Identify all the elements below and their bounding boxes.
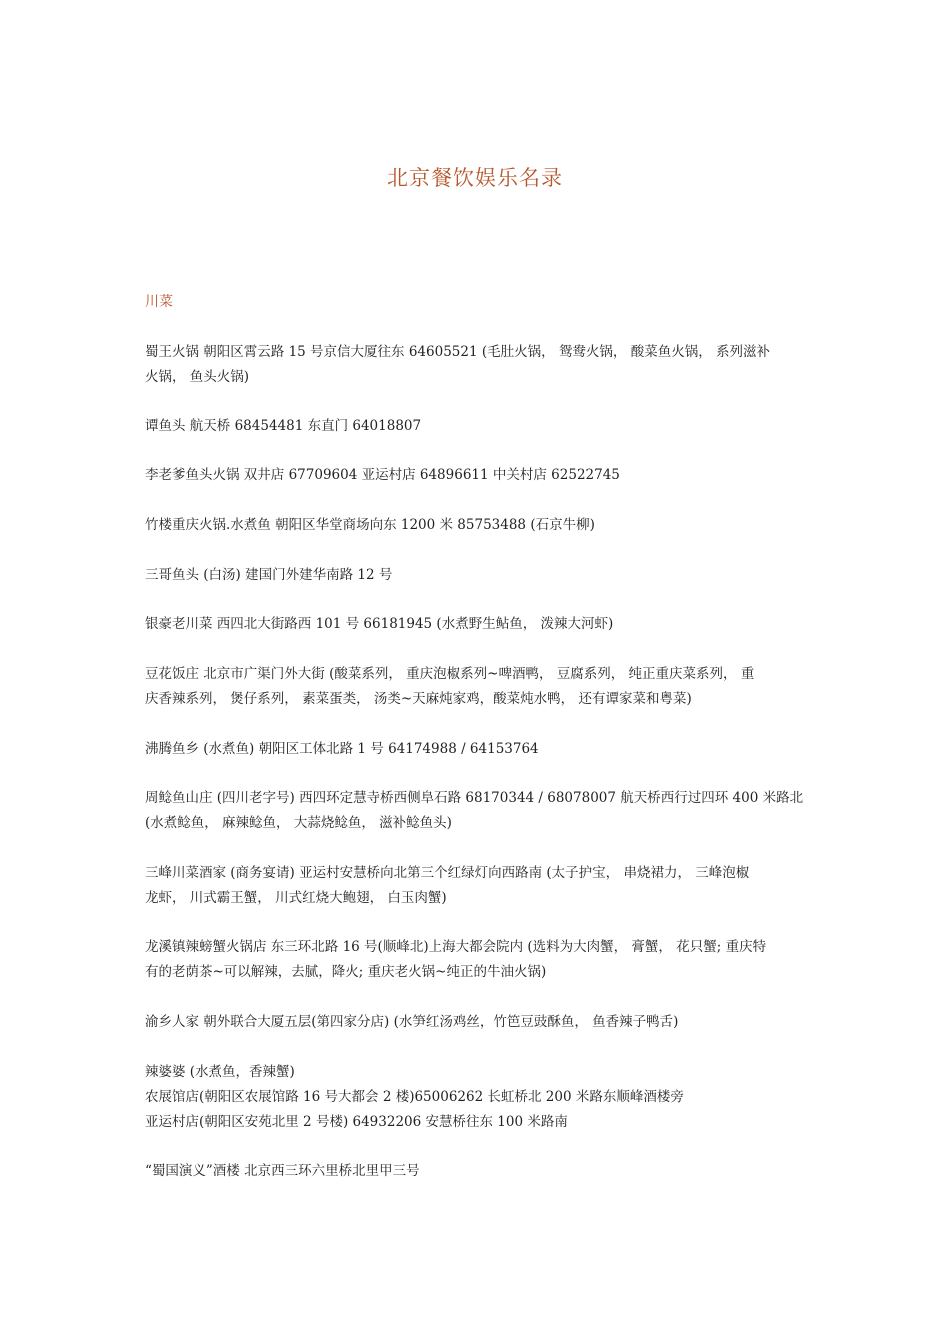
entry-line: 农展馆店(朝阳区农展馆路 16 号大都会 2 楼)65006262 长虹桥北 200 米路东顺峰酒楼旁 [145, 1089, 684, 1105]
section-heading-sichuan: 川菜 [145, 294, 173, 310]
entry-yinhao-sichuan [145, 612, 807, 637]
entry-line: 豆花饭庄 北京市广渠门外大街 (酸菜系列， 重庆泡椒系列~啤酒鸭， 豆腐系列， 纯正重庆菜系列， 重 [145, 666, 755, 682]
entry-line: 周鲶鱼山庄 (四川老字号) 西四环定慧寺桥西侧阜石路 68170344 / 68078007 航天桥西行过四环 400 米路北 [145, 790, 804, 806]
entry-line: 沸腾鱼乡 (水煮鱼) 朝阳区工体北路 1 号 64174988 / 64153764 [145, 741, 539, 757]
entry-lapopo [145, 1060, 807, 1135]
entry-line: 谭鱼头 航天桥 68454481 东直门 64018807 [145, 418, 422, 434]
entry-zhulou-hotpot [145, 513, 807, 538]
entry-sanfeng-sichuan [145, 861, 807, 911]
entry-douhua-fanzhuang [145, 662, 807, 712]
entry-line: 三哥鱼头 (白汤) 建国门外建华南路 12 号 [145, 567, 393, 583]
entry-line: 渝乡人家 朝外联合大厦五层(第四家分店) (水笋红汤鸡丝，竹笆豆豉酥鱼， 鱼香辣子鸭舌) [145, 1014, 679, 1030]
entry-line: 龙虾， 川式霸王蟹， 川式红烧大鲍翅， 白玉肉蟹) [145, 890, 447, 906]
entry-zhou-nianyu [145, 786, 807, 836]
entry-line: 有的老荫茶~可以解辣，去腻，降火; 重庆老火锅~纯正的牛油火锅) [145, 964, 547, 980]
entry-feiteng-yuxiang [145, 737, 807, 762]
document-title: 北京餐饮娱乐名录 [387, 166, 563, 190]
entry-tan-yutou [145, 414, 807, 439]
entry-line: 辣婆婆 (水煮鱼，香辣蟹) [145, 1064, 295, 1080]
entry-line: (水煮鲶鱼， 麻辣鲶鱼， 大蒜烧鲶鱼， 滋补鲶鱼头) [145, 815, 452, 831]
entry-line: 亚运村店(朝阳区安苑北里 2 号楼) 64932206 安慧桥往东 100 米路南 [145, 1114, 568, 1130]
entry-line: 李老爹鱼头火锅 双井店 67709604 亚运村店 64896611 中关村店 62522745 [145, 467, 620, 483]
entry-sange-yutou [145, 563, 807, 588]
entry-line: 银豪老川菜 西四北大街路西 101 号 66181945 (水煮野生鲇鱼， 泼辣大河虾) [145, 616, 614, 632]
entry-longxizhen-crab [145, 935, 807, 985]
entry-lilaodie-hotpot [145, 463, 807, 488]
entry-line: 三峰川菜酒家 (商务宴请) 亚运村安慧桥向北第三个红绿灯向西路南 (太子护宝， 串烧裙力， 三峰泡椒 [145, 865, 750, 881]
entry-shuguo-yanyi [145, 1159, 807, 1184]
entry-line: “蜀国演义”酒楼 北京西三环六里桥北里甲三号 [145, 1163, 420, 1179]
entry-yuxiang-renjia [145, 1010, 807, 1035]
entry-line: 龙溪镇辣螃蟹火锅店 东三环北路 16 号(顺峰北)上海大都会院内 (选料为大肉蟹， 膏蟹， 花只蟹; 重庆特 [145, 939, 767, 955]
entry-line: 火锅， 鱼头火锅) [145, 369, 250, 385]
entry-shuwang-hotpot [145, 340, 807, 390]
entry-line: 蜀王火锅 朝阳区霄云路 15 号京信大厦往东 64605521 (毛肚火锅， 鸳鸯火锅， 酸菜鱼火锅， 系列滋补 [145, 344, 770, 360]
entry-line: 竹楼重庆火锅.水煮鱼 朝阳区华堂商场向东 1200 米 85753488 (石京牛柳) [145, 517, 595, 533]
entry-line: 庆香辣系列， 煲仔系列， 素菜蛋类， 汤类~天麻炖家鸡，酸菜炖水鸭， 还有谭家菜和粤菜) [145, 691, 692, 707]
